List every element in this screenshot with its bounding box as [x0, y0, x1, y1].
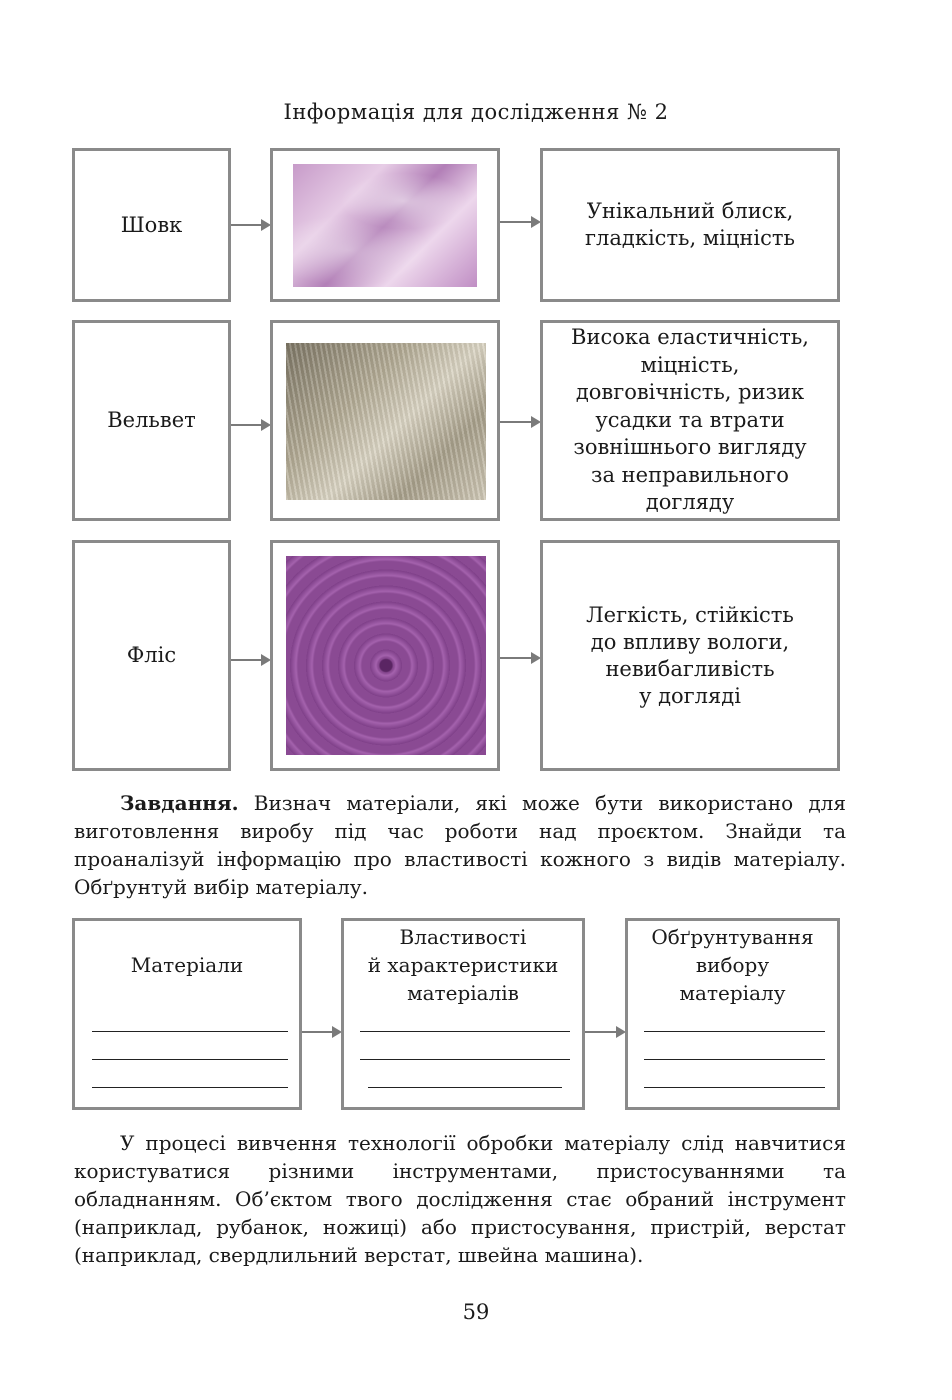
- arrow-right-icon: [585, 1031, 624, 1033]
- worksheet-column-properties: [341, 918, 585, 1110]
- property-line: Унікальний блиск,: [586, 199, 794, 223]
- answer-line: [92, 1087, 288, 1088]
- fabric-photo-frame: [270, 320, 500, 521]
- material-name-box: [72, 540, 231, 771]
- answer-line: [644, 1031, 825, 1032]
- answer-line: [92, 1031, 288, 1032]
- answer-line: [368, 1087, 562, 1088]
- header-line: матеріалів: [407, 981, 519, 1005]
- paragraph-text: У процесі вивчення технології обробки матеріалу слід навчитися користуватися різними інструментами, пристосуваннями та обладнанням. Об’єктом твого дослідження стає обраний інструмент (наприклад, рубанок, ножиці) або пристосування, пристрій, верстат (наприклад, свердлильний верстат, швейна машина).: [74, 1131, 846, 1267]
- task-label: Завдання.: [120, 791, 239, 815]
- answer-line: [360, 1059, 570, 1060]
- corduroy-fabric-image: [286, 343, 486, 500]
- page-heading: Інформація для дослідження № 2: [283, 100, 669, 124]
- properties-box: [540, 148, 840, 302]
- column-header: Матеріали: [130, 953, 244, 977]
- property-line: усадки та втрати: [595, 407, 785, 432]
- property-line: за неправильного: [591, 462, 789, 487]
- arrow-right-icon: [500, 657, 539, 659]
- property-line: Висока еластичність,: [571, 325, 809, 350]
- worksheet-column-materials: [72, 918, 302, 1110]
- task-paragraph: [74, 789, 846, 901]
- material-name: Вельвет: [107, 408, 196, 432]
- material-name: Шовк: [120, 212, 183, 237]
- property-line: догляду: [645, 490, 735, 515]
- material-name-box: [72, 148, 231, 302]
- header-line: матеріалу: [679, 981, 786, 1005]
- header-line: вибору: [695, 953, 770, 977]
- worksheet-column-justification: [625, 918, 840, 1110]
- property-line: невибагливість: [605, 656, 775, 681]
- property-line: міцність,: [640, 352, 740, 377]
- fabric-photo-frame: [270, 540, 500, 771]
- arrow-right-icon: [231, 659, 269, 661]
- property-line: до впливу вологи,: [590, 629, 790, 654]
- arrow-right-icon: [231, 224, 269, 226]
- arrow-right-icon: [500, 421, 539, 423]
- page-number: 59: [462, 1300, 490, 1324]
- property-line: довговічність, ризик: [575, 380, 805, 405]
- answer-line: [92, 1059, 288, 1060]
- header-line: й характеристики: [367, 953, 559, 977]
- properties-box: [540, 320, 840, 521]
- column-header: [628, 923, 837, 1007]
- arrow-right-icon: [302, 1031, 340, 1033]
- header-line: Властивості: [399, 925, 527, 949]
- silk-fabric-image: [293, 164, 477, 287]
- answer-line: [644, 1087, 825, 1088]
- material-name: Фліс: [126, 643, 177, 667]
- material-name-box: [72, 320, 231, 521]
- property-line: гладкість, міцність: [585, 226, 795, 250]
- properties-box: [540, 540, 840, 771]
- arrow-right-icon: [500, 221, 539, 223]
- answer-line: [644, 1059, 825, 1060]
- task-text: Визнач матеріали, які може бути використано для виготовлення виробу під час роботи над проєктом. Знайди та проаналізуй інформацію про властивості кожного з видів матеріалу. Обґрунтуй вибір матеріалу.: [74, 791, 846, 899]
- property-line: Легкість, стійкість: [586, 602, 794, 627]
- header-line: Обґрунтування: [651, 925, 814, 949]
- fleece-fabric-image: [286, 556, 486, 755]
- body-paragraph: [74, 1129, 846, 1269]
- property-line: у догляді: [639, 683, 741, 708]
- arrow-right-icon: [231, 424, 269, 426]
- column-header: [344, 923, 582, 1007]
- fabric-photo-frame: [270, 148, 500, 302]
- answer-line: [360, 1031, 570, 1032]
- property-line: зовнішнього вигляду: [573, 435, 807, 460]
